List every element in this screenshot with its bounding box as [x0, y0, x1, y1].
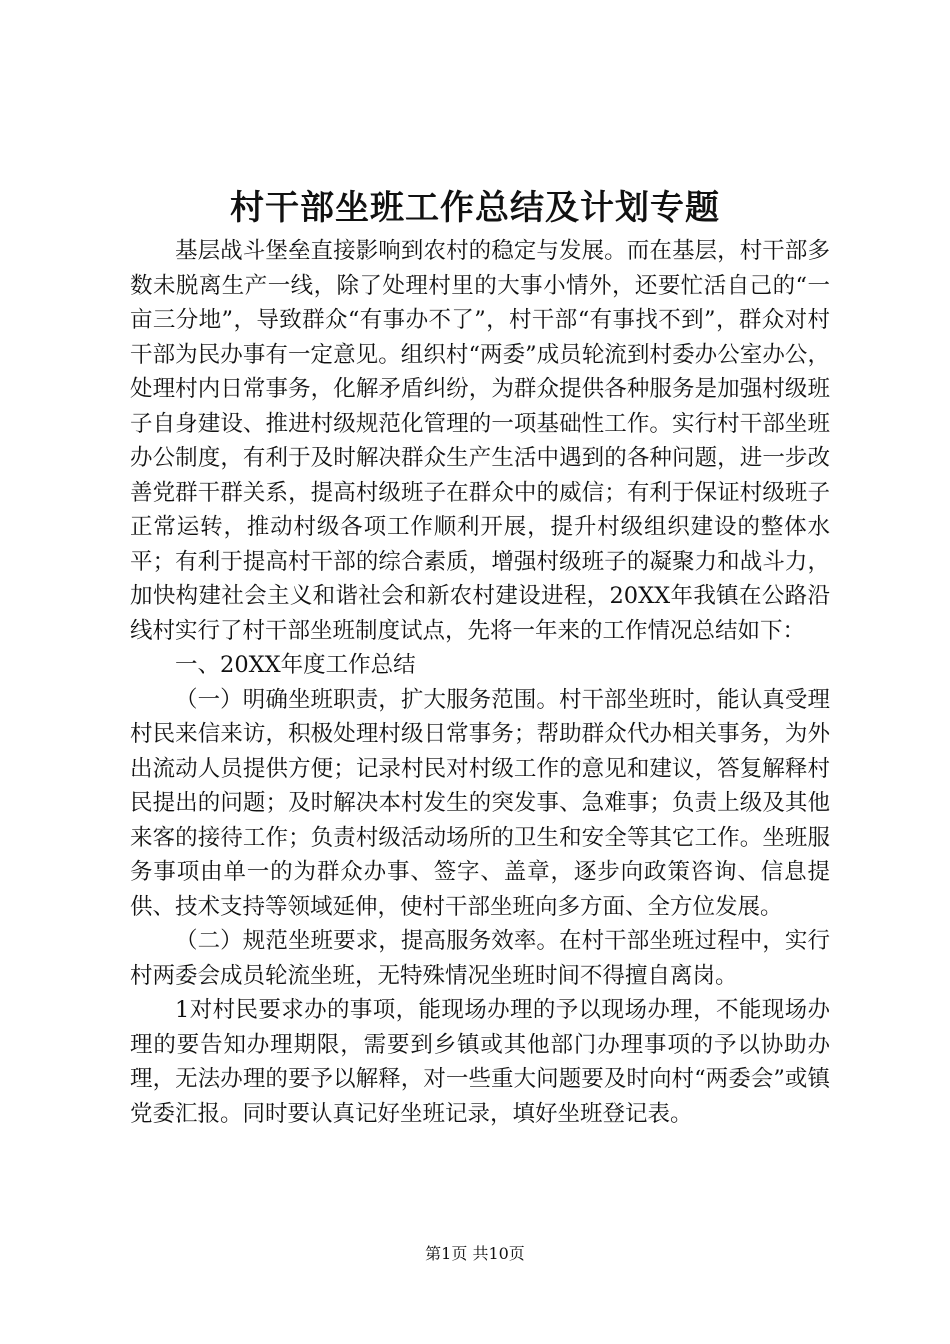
paragraph-intro: 基层战斗堡垒直接影响到农村的稳定与发展。而在基层，村干部多数未脱离生产一线，除了处理村里的大事小情外，还要忙活自己的“一亩三分地”，导致群众“有事办不了”，村干部“有事找不到”，群众对村干部为民办事有一定意见。组织村“两委”成员轮流到村委办公室办公，处理村内日常事务，化解矛盾纠纷，为群众提供各种服务是加强村级班子自身建设、推进村级规范化管理的一项基础性工作。实行村干部坐班办公制度，有利于及时解决群众生产生活中遇到的各种问题，进一步改善党群干群关系，提高村级班子在群众中的威信；有利于保证村级班子正常运转，推动村级各项工作顺利开展，提升村级组织建设的整体水平；有利于提高村干部的综合素质，增强村级班子的凝聚力和战斗力，加快构建社会主义和谐社会和新农村建设进程，20XX年我镇在公路沿线村实行了村干部坐班制度试点，先将一年来的工作情况总结如下： — [130, 238, 830, 644]
paragraph-item-1: 1对村民要求办的事项，能现场办理的予以现场办理，不能现场办理的要告知办理期限，需要到乡镇或其他部门办理事项的予以协助办理，无法办理的要予以解释，对一些重大问题要及时向村“两委会”或镇党委汇报。同时要认真记好坐班记录，填好坐班登记表。 — [130, 997, 830, 1127]
document-title: 村干部坐班工作总结及计划专题 — [230, 188, 720, 228]
paragraph-section-1: （一）明确坐班职责，扩大服务范围。村干部坐班时，能认真受理村民来信来访，积极处理村级日常事务；帮助群众代办相关事务，为外出流动人员提供方便；记录村民对村级工作的意见和建议，答复解释村民提出的问题；及时解决本村发生的突发事、急难事；负责上级及其他来客的接待工作；负责村级活动场所的卫生和安全等其它工作。坐班服务事项由单一的为群众办事、签字、盖章，逐步向政策咨询、信息提供、技术支持等领域延伸，使村干部坐班向多方面、全方位发展。 — [130, 686, 830, 920]
page-footer: 第1页 共10页 — [425, 1244, 525, 1263]
paragraph-section-2: （二）规范坐班要求，提高服务效率。在村干部坐班过程中，实行村两委会成员轮流坐班，无特殊情况坐班时间不得擅自离岗。 — [130, 928, 830, 989]
document-body — [130, 234, 830, 1131]
section-heading: 一、20XX年度工作总结 — [175, 652, 416, 678]
